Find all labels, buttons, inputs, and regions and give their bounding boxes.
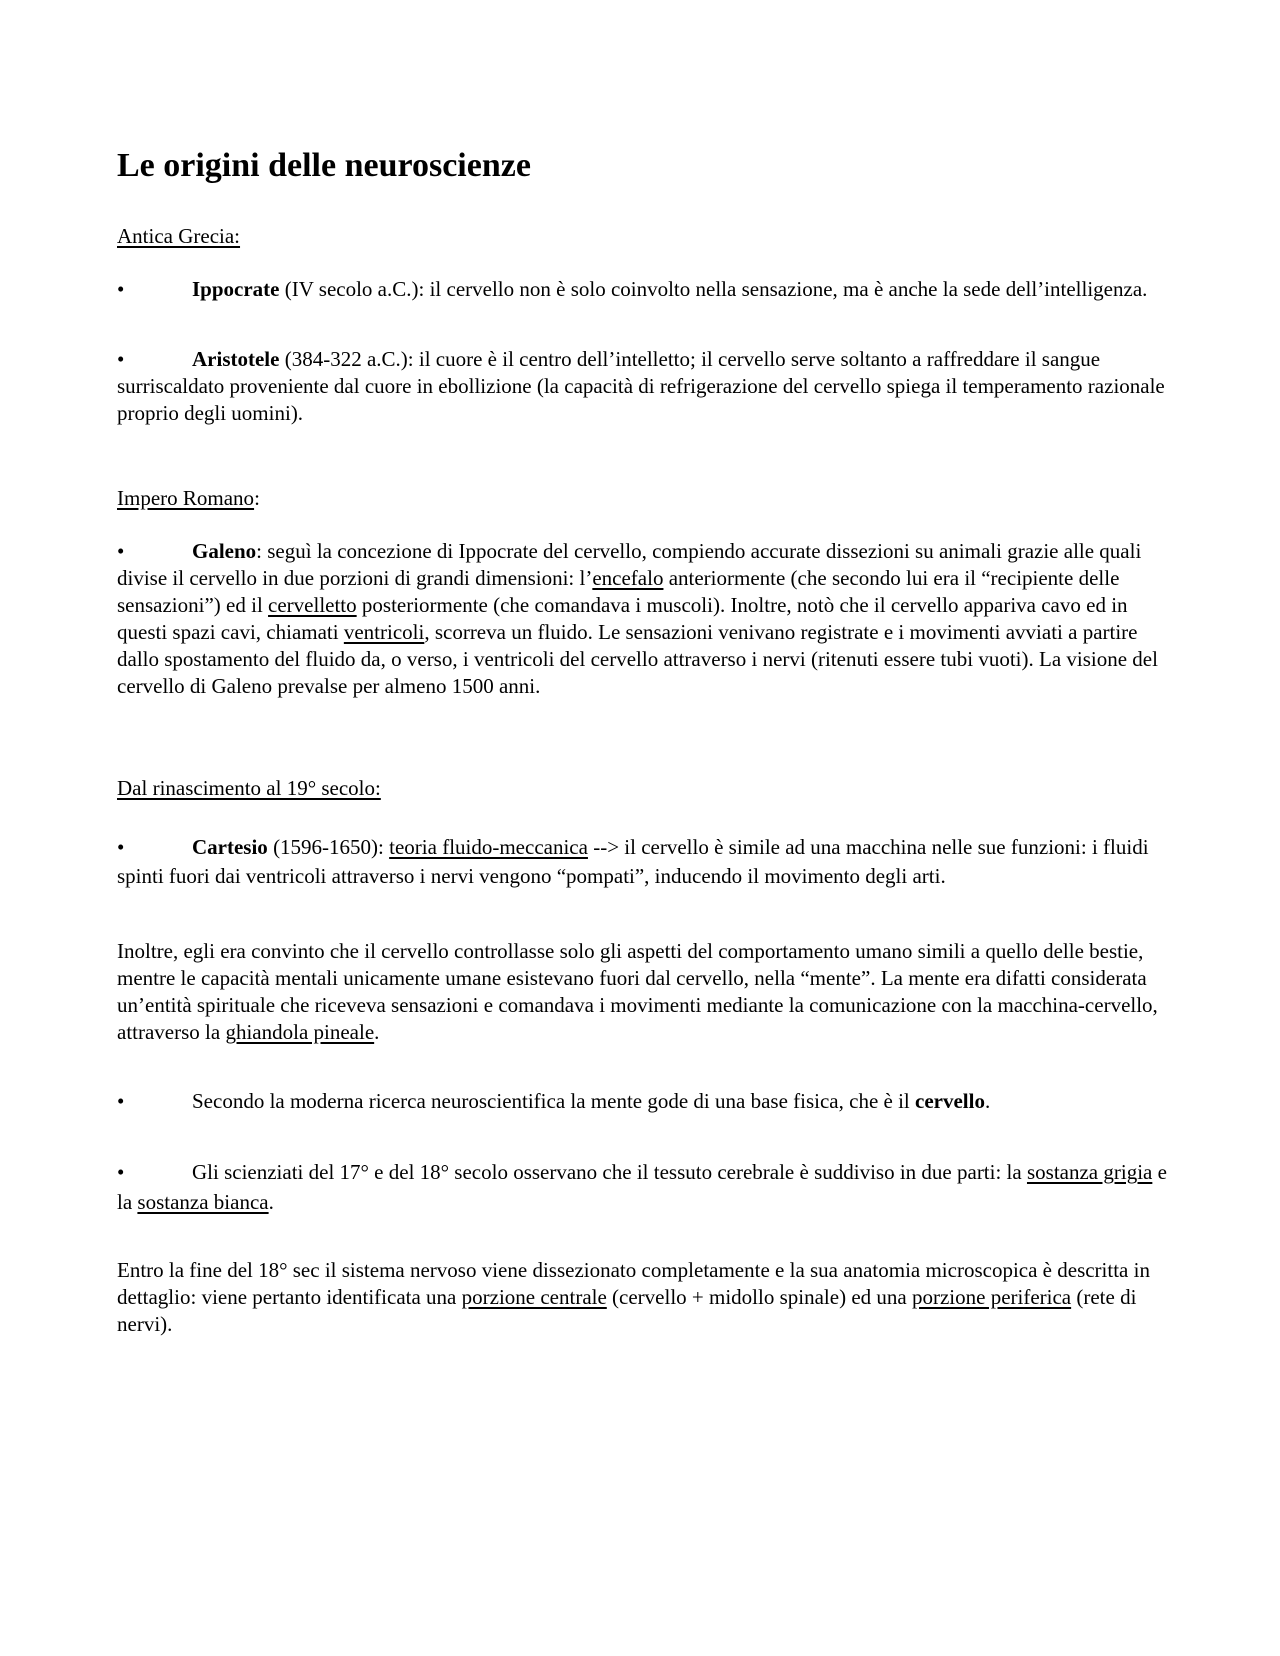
text-run: Inoltre, egli era convinto che il cervello controllasse solo gli aspetti del comportamento umano simili a quello delle bestie, mentre le capacità mentali unicamente umane esistevano fuori dal cervello, nella “mente”. La mente era difatti considerata un’entità spirituale che riceveva sensazioni e comandava i movimenti mediante la comunicazione con la macchina-cervello, attraverso la xyxy=(117,939,1158,1044)
section-heading-greece xyxy=(117,223,240,250)
bullet-galeno xyxy=(117,538,1167,700)
bullet-icon: • xyxy=(117,347,125,371)
heading-text: Impero Romano xyxy=(117,486,255,510)
term-ghiandola-pineale: ghiandola pineale xyxy=(225,1020,375,1044)
term-porzione-periferica: porzione periferica xyxy=(911,1285,1072,1309)
term-cervello: cervello xyxy=(915,1089,985,1113)
section-heading-renaissance xyxy=(117,775,381,802)
bullet-text: (IV secolo a.C.): il cervello non è solo coinvolto nella sensazione, ma è anche la sede dell’intelligenza. xyxy=(279,277,1148,301)
term-sostanza-bianca: sostanza bianca xyxy=(137,1190,269,1214)
bullet-icon: • xyxy=(117,835,125,859)
text-run: . xyxy=(984,1089,991,1113)
bullet-text: (384-322 a.C.): il cuore è il centro dell’intelletto; il cervello serve soltanto a raffreddare il sangue surriscaldato proveniente dal cuore in ebollizione (la capacità di refrigerazione del cervello spiega il temperamento razionale proprio degli uomini). xyxy=(117,347,1165,425)
bullet-aristotele xyxy=(117,346,1167,427)
text-run: Gli scienziati del 17° e del 18° secolo osservano che il tessuto cerebrale è suddiviso in due parti: la xyxy=(192,1160,1027,1184)
text-run: (cervello + midollo spinale) ed una xyxy=(606,1285,912,1309)
heading-suffix: : xyxy=(254,486,260,510)
bullet-mente-cervello xyxy=(117,1088,1167,1115)
person-name: Ippocrate xyxy=(192,277,280,301)
text-run: (1596-1650): xyxy=(267,835,390,859)
paragraph-mente xyxy=(117,938,1167,1046)
text-run: (rete di nervi). xyxy=(117,1285,1137,1336)
bullet-icon: • xyxy=(117,277,125,301)
bullet-cartesio xyxy=(117,833,1167,891)
term-ventricoli: ventricoli xyxy=(343,620,425,644)
text-run: : seguì la concezione di Ippocrate del cervello, compiendo accurate dissezioni su animali grazie alle quali divise il cervello in due porzioni di grandi dimensioni: l’ xyxy=(117,539,1142,590)
heading-text: Antica Grecia: xyxy=(117,224,241,248)
text-run: Entro la fine del 18° sec il sistema nervoso viene dissezionato completamente e la sua anatomia microscopica è descritta in dettaglio: viene pertanto identificata una xyxy=(117,1258,1150,1309)
text-run: . xyxy=(374,1020,380,1044)
person-name: Aristotele xyxy=(192,347,280,371)
bullet-sostanze xyxy=(117,1157,1167,1217)
term-encefalo: encefalo xyxy=(592,566,664,590)
bullet-icon: • xyxy=(117,1160,125,1184)
text-run: , scorreva un fluido. Le sensazioni venivano registrate e i movimenti avviati a partire dallo spostamento del fluido da, o verso, i ventricoli del cervello attraverso i nervi (ritenuti essere tubi vuoti). La visione del cervello di Galeno prevalse per almeno 1500 anni. xyxy=(117,620,1158,698)
paragraph-sistema-nervoso xyxy=(117,1257,1167,1338)
text-run: anteriormente (che secondo lui era il “recipiente delle sensazioni”) ed il xyxy=(117,566,1120,617)
term-cervelletto: cervelletto xyxy=(268,593,357,617)
person-name: Galeno xyxy=(192,539,257,563)
section-heading-rome xyxy=(117,485,260,512)
text-run: e la xyxy=(117,1160,1167,1214)
term-teoria-fluido-meccanica: teoria fluido-meccanica xyxy=(389,835,588,859)
term-sostanza-grigia: sostanza grigia xyxy=(1026,1160,1153,1184)
text-run: posteriormente (che comandava i muscoli). Inoltre, notò che il cervello appariva cavo ed in questi spazi cavi, chiamati xyxy=(117,593,1128,644)
heading-text: Dal rinascimento al 19° secolo: xyxy=(117,776,381,800)
page-title: Le origini delle neuroscienze xyxy=(117,147,531,184)
text-run: . xyxy=(268,1190,274,1214)
bullet-ippocrate xyxy=(117,276,1167,303)
person-name: Cartesio xyxy=(192,835,268,859)
text-run: Secondo la moderna ricerca neuroscientifica la mente gode di una base fisica, che è il xyxy=(192,1089,916,1113)
bullet-icon: • xyxy=(117,539,125,563)
term-porzione-centrale: porzione centrale xyxy=(461,1285,607,1309)
bullet-icon: • xyxy=(117,1089,125,1113)
text-run: --> il cervello è simile ad una macchina nelle sue funzioni: i fluidi spinti fuori dai ventricoli attraverso i nervi vengono “pompati”, inducendo il movimento degli arti. xyxy=(117,835,1149,888)
